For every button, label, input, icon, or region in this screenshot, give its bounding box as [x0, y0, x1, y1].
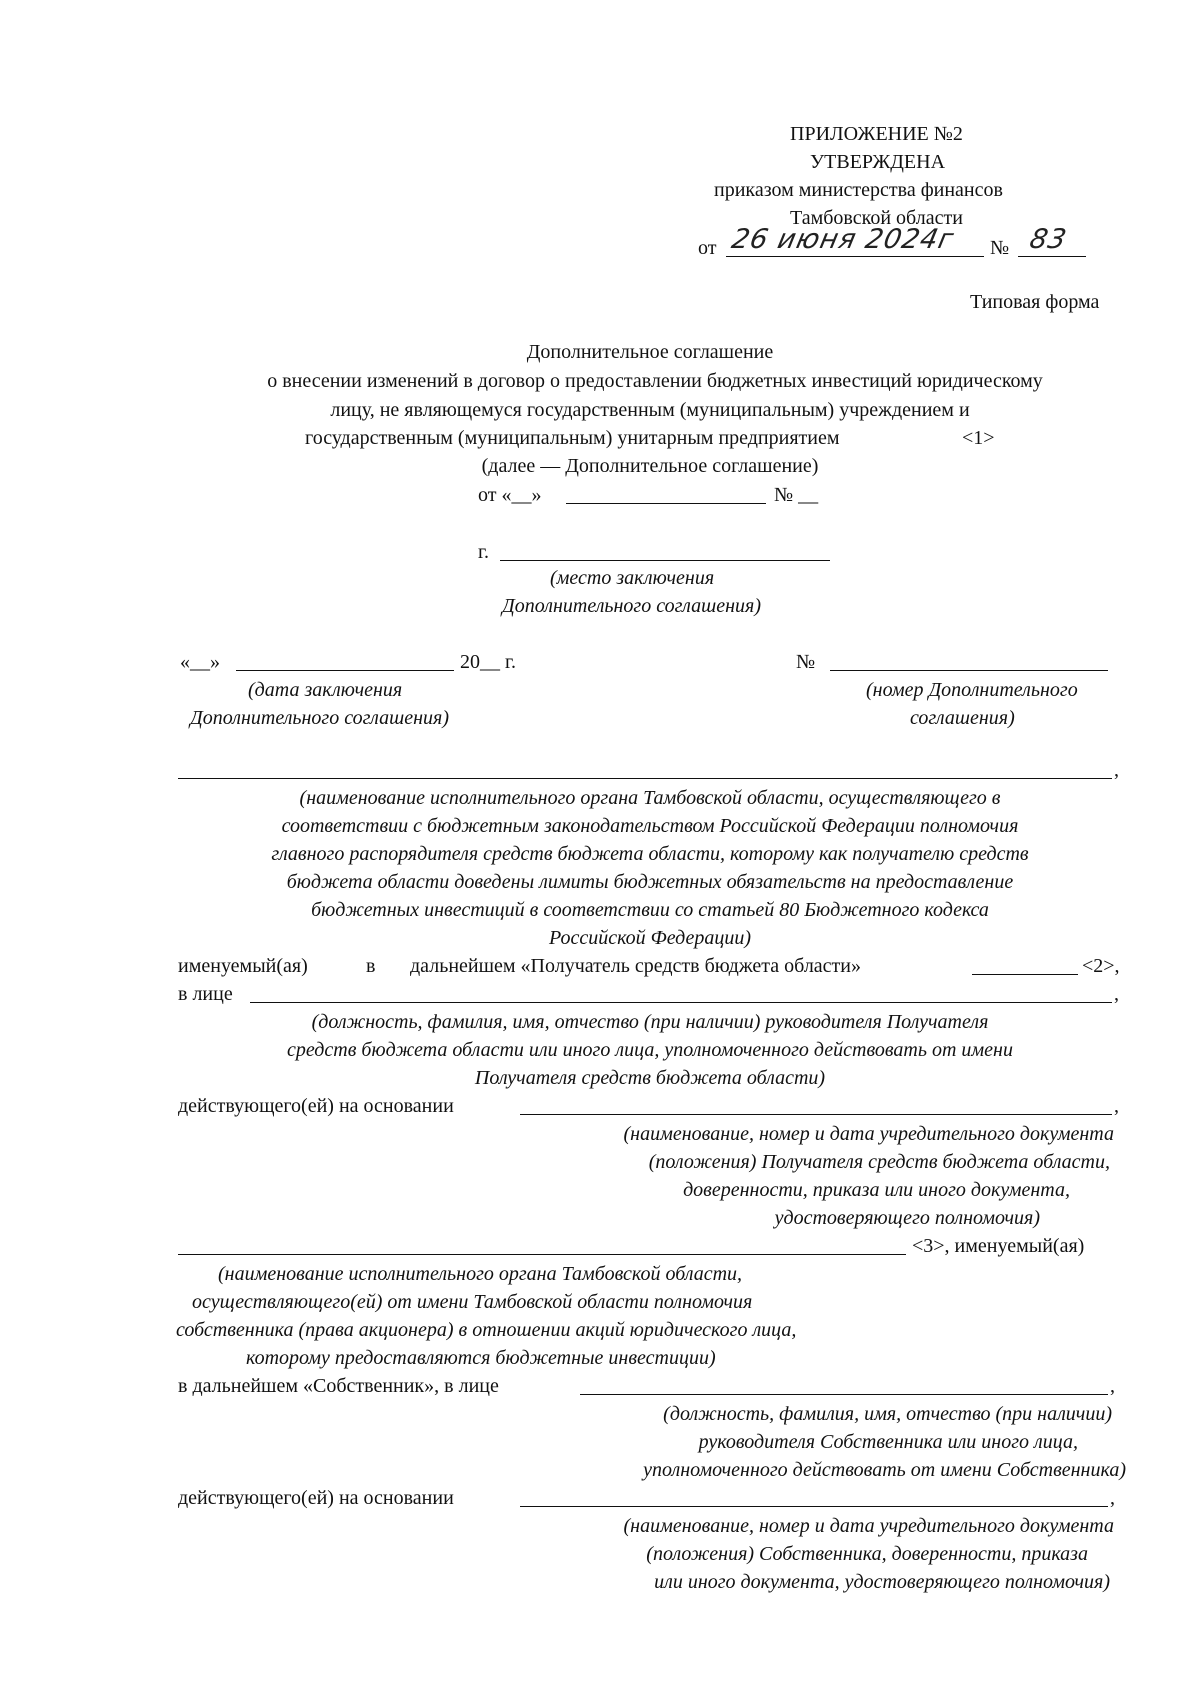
place-line	[500, 560, 830, 561]
order-date-prefix: от	[698, 237, 717, 259]
recipient-named-3: дальнейшем «Получатель средств бюджета области»	[410, 955, 861, 977]
owner-organ-hint-4: которому предоставляются бюджетные инвестиции)	[246, 1347, 716, 1369]
recipient-named-1: именуемый(ая)	[178, 955, 308, 977]
owner-basis-hint-1: (наименование, номер и дата учредительного документа	[623, 1515, 1114, 1537]
date-quote: «__»	[180, 651, 220, 673]
recipient-comma: ,	[1114, 983, 1119, 1005]
organ-line	[178, 778, 1112, 779]
owner-basis-hint-3: или иного документа, удостоверяющего полномочия)	[654, 1571, 1110, 1593]
place-hint-2: Дополнительного соглашения)	[502, 595, 761, 617]
organ-hint-4: бюджета области доведены лимиты бюджетных обязательств на предоставление	[286, 871, 1014, 893]
number-hint-2: соглашения)	[910, 707, 1015, 729]
owner-basis-line	[520, 1506, 1108, 1507]
organ-comma: ,	[1114, 759, 1119, 781]
recipient-person-line	[250, 1002, 1112, 1003]
place-prefix: г.	[478, 541, 489, 563]
organ-hint-3: главного распорядителя средств бюджета области, которому как получателю средств	[271, 843, 1029, 865]
owner-person-hint-1: (должность, фамилия, имя, отчество (при наличии)	[663, 1403, 1112, 1425]
owner-organ-hint-2: осуществляющего(ей) от имени Тамбовской области полномочия	[192, 1291, 753, 1313]
recipient-code-line	[972, 974, 1078, 975]
date-hint-1: (дата заключения	[248, 679, 403, 701]
owner-person-hint-3: уполномоченного действовать от имени Собственника)	[643, 1459, 1126, 1481]
recipient-person-hint-1: (должность, фамилия, имя, отчество (при наличии) руководителя Получателя	[311, 1011, 989, 1033]
order-number-handwritten: 83	[1026, 224, 1070, 255]
approved-label: УТВЕРЖДЕНА	[810, 151, 946, 173]
owner-person-line	[580, 1394, 1108, 1395]
recipient-acting: действующего(ей) на основании	[178, 1095, 454, 1117]
title-line-5: (далее — Дополнительное соглашение)	[481, 455, 819, 477]
recipient-basis-hint-2: (положения) Получателя средств бюджета области,	[648, 1151, 1110, 1173]
order-line-1: приказом министерства финансов	[714, 179, 1003, 201]
owner-organ-hint-3: собственника (права акционера) в отношении акций юридического лица,	[176, 1319, 797, 1341]
owner-organ-hint-1: (наименование исполнительного органа Тамбовской области,	[218, 1263, 743, 1285]
form-type: Типовая форма	[970, 291, 1100, 313]
footnote-3: <3>, именуемый(ая)	[912, 1235, 1085, 1257]
organ-hint-6: Российской Федерации)	[548, 927, 752, 949]
date-hint-2: Дополнительного соглашения)	[190, 707, 449, 729]
recipient-basis-hint-1: (наименование, номер и дата учредительного документа	[623, 1123, 1114, 1145]
owner-comma: ,	[1110, 1375, 1115, 1397]
owner-further: в дальнейшем «Собственник», в лице	[178, 1375, 499, 1397]
recipient-in-person: в лице	[178, 983, 233, 1005]
recipient-basis-hint-3: доверенности, приказа или иного документа,	[683, 1179, 1070, 1201]
recipient-person-hint-3: Получателя средств бюджета области)	[474, 1067, 826, 1089]
owner-organ-line	[178, 1254, 906, 1255]
title-date-line	[566, 503, 766, 504]
title-date-from: от «__»	[478, 484, 542, 506]
owner-basis-hint-2: (положения) Собственника, доверенности, приказа	[646, 1543, 1088, 1565]
number-line	[830, 670, 1108, 671]
title-line-2: о внесении изменений в договор о предоставлении бюджетных инвестиций юридическому	[267, 370, 1043, 392]
title-line-4: государственным (муниципальным) унитарным предприятием	[305, 427, 840, 449]
organ-hint-1: (наименование исполнительного органа Тамбовской области, осуществляющего в	[299, 787, 1001, 809]
title-line-3: лицу, не являющемуся государственным (муниципальным) учреждением и	[330, 399, 970, 421]
footnote-2: <2>,	[1082, 955, 1120, 977]
recipient-basis-hint-4: удостоверяющего полномочия)	[774, 1207, 1040, 1229]
owner-acting-comma: ,	[1110, 1487, 1115, 1509]
owner-person-hint-2: руководителя Собственника или иного лица,	[698, 1431, 1078, 1453]
recipient-person-hint-2: средств бюджета области или иного лица, уполномоченного действовать от имени	[287, 1039, 1013, 1061]
date-line	[236, 670, 454, 671]
number-sign: №	[796, 651, 816, 673]
date-year: 20__ г.	[460, 651, 516, 673]
recipient-named-2: в	[366, 955, 376, 977]
owner-acting: действующего(ей) на основании	[178, 1487, 454, 1509]
order-line-2: Тамбовской области	[790, 207, 963, 229]
recipient-acting-comma: ,	[1114, 1095, 1119, 1117]
organ-hint-2: соответствии с бюджетным законодательством Российской Федерации полномочия	[281, 815, 1019, 837]
order-date-handwritten: 26 июня 2024г	[728, 224, 958, 255]
organ-hint-5: бюджетных инвестиций в соответствии со статьей 80 Бюджетного кодекса	[311, 899, 989, 921]
title-number: № __	[774, 484, 819, 506]
number-hint-1: (номер Дополнительного	[866, 679, 1078, 701]
title-line-1: Дополнительное соглашение	[526, 341, 774, 363]
recipient-basis-line	[520, 1114, 1112, 1115]
place-hint-1: (место заключения	[550, 567, 715, 589]
order-number-prefix: №	[990, 237, 1010, 259]
appendix-label: ПРИЛОЖЕНИЕ №2	[790, 123, 963, 145]
footnote-1: <1>	[962, 427, 995, 449]
